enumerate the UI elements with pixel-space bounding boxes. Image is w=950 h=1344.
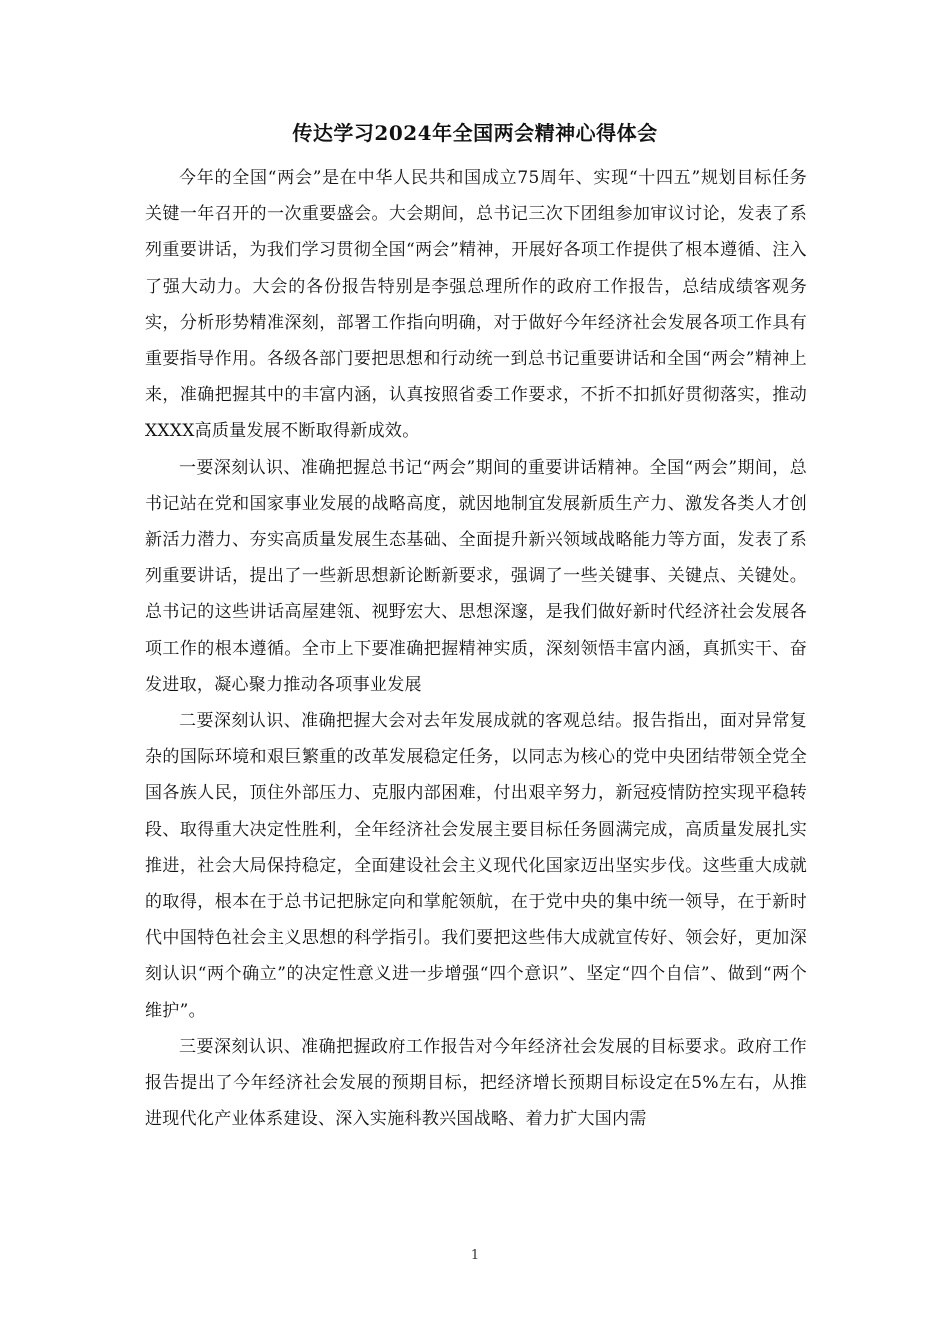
paragraph-point-two: 二要深刻认识、准确把握大会对去年发展成就的客观总结。报告指出，面对异常复杂的国际环境和艰巨繁重的改革发展稳定任务，以同志为核心的党中央团结带领全党全国各族人民，顶住外部压力、克服内部困难，付出艰辛努力，新冠疫情防控实现平稳转段、取得重大决定性胜利，全年经济社会发展主要目标任务圆满完成，高质量发展扎实推进，社会大局保持稳定，全面建设社会主义现代化国家迈出坚实步伐。这些重大成就的取得，根本在于总书记把脉定向和掌舵领航，在于党中央的集中统一领导，在于新时代中国特色社会主义思想的科学指引。我们要把这些伟大成就宣传好、领会好，更加深刻认识“两个确立”的决定性意义进一步增强“四个意识”、坚定“四个自信”、做到“两个维护”。 [145,711,807,1021]
page-number: 1 [470,1248,480,1263]
paragraph-point-one: 一要深刻认识、准确把握总书记“两会”期间的重要讲话精神。全国“两会”期间，总书记站在党和国家事业发展的战略高度，就因地制宜发展新质生产力、激发各类人才创新活力潜力、夯实高质量发展生态基础、全面提升新兴领域战略能力等方面，发表了系列重要讲话，提出了一些新思想新论断新要求，强调了一些关键事、关键点、关键处。总书记的这些讲话高屋建瓴、视野宏大、思想深邃，是我们做好新时代经济社会发展各项工作的根本遵循。全市上下要准确把握精神实质，深刻领悟丰富内涵，真抓实干、奋发进取，凝心聚力推动各项事业发展 [145,457,807,695]
document-body [145,160,807,1137]
page-title: 传达学习2024年全国两会精神心得体会 [292,121,658,145]
paragraph-intro: 今年的全国“两会”是在中华人民共和国成立75周年、实现“十四五”规划目标任务关键一年召开的一次重要盛会。大会期间，总书记三次下团组参加审议讨论，发表了系列重要讲话，为我们学习贯彻全国“两会”精神，开展好各项工作提供了根本遵循、注入了强大动力。大会的各份报告特别是李强总理所作的政府工作报告，总结成绩客观务实，分析形势精准深刻，部署工作指向明确，对于做好今年经济社会发展各项工作具有重要指导作用。各级各部门要把思想和行动统一到总书记重要讲话和全国“两会”精神上来，准确把握其中的丰富内涵，认真按照省委工作要求，不折不扣抓好贯彻落实，推动XXXX高质量发展不断取得新成效。 [145,168,807,442]
paragraph-point-three: 三要深刻认识、准确把握政府工作报告对今年经济社会发展的目标要求。政府工作报告提出了今年经济社会发展的预期目标，把经济增长预期目标设定在5%左右，从推进现代化产业体系建设、深入实施科教兴国战略、着力扩大国内需 [145,1036,807,1130]
